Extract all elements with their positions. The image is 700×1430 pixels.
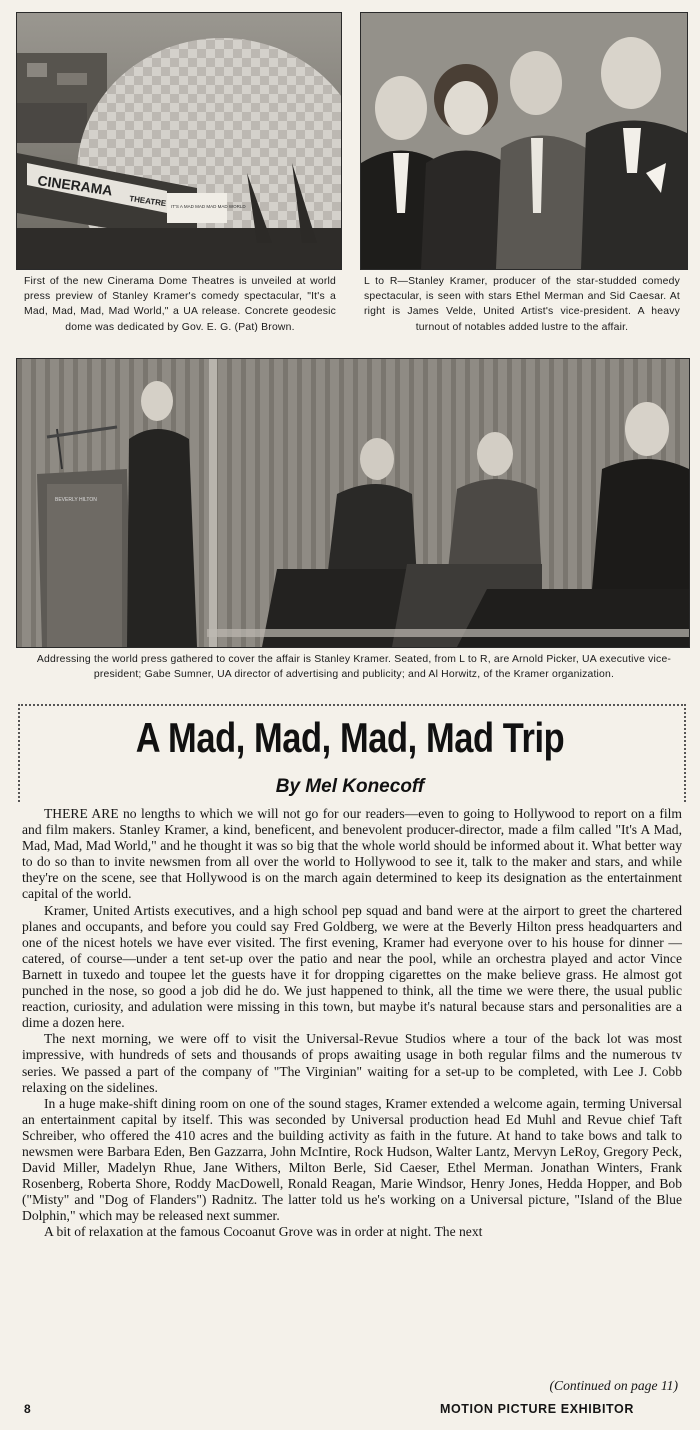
page-number: 8 [24,1402,31,1416]
group-photo-caption: L to R—Stanley Kramer, producer of the star-studded comedy spectacular, is seen with stars Ethel Merman and Sid Caesar. At right is James Velde, United Artist's vice-president. A heavy turnout of notables added lustre to the affair. [364,276,680,333]
article-title: A Mad, Mad, Mad, Mad Trip [135,714,565,761]
article-paragraph: Kramer, United Artists executives, and a high school pep squad and band were at the airport to greet the chartered planes and occupants, and before you could say Fred Goldberg, we were at the Beverly Hilton press headquarters and one of the nicest hotels we have ever visited. The first evening, Kramer had everyone over to his house for dinner —catered, of course—under a tent set-up over the patio and near the pool, while an orchestra played and actor Vince Barnett in tuxedo and toupee let the guests have it for dropping cigarettes on the make believe grass. He almost got punched in the nose, so good a job did he do. We just happened to think, all the time we were there, the usual public reaction, curiosity, and adulation were missing in this town, but maybe it's natural because stars and personalities are a dime a dozen here. [22,902,682,1031]
press-conference-photo [16,358,690,648]
press-photo-caption: Addressing the world press gathered to cover the affair is Stanley Kramer. Seated, from L to R, are Arnold Picker, UA executive vice-president; Gabe Sumner, UA director of advertising and publicity; and Al Horwitz, of the Kramer organization. [36,654,672,681]
dome-theatre-photo [16,12,342,270]
article-paragraph: The next morning, we were off to visit the Universal-Revue Studios where a tour of the back lot was most impressive, with hundreds of sets and thousands of props awaiting usage in both regular films and the numerous tv series. We passed a part of the company of "The Virginian" waiting for a set-up to be completed, with Lee J. Cobb relaxing on the sidelines. [22,1031,682,1095]
article-paragraph: In a huge make-shift dining room on one of the sound stages, Kramer extended a welcome again, terming Universal an entertainment capital by itself. This was seconded by Universal production head Ed Muhl and Revue chief Taft Schreiber, who offered the 410 acres and the building activity as faith in the future. At hand to take bows and talk to newsmen were Barbara Eden, Ben Gazzarra, John McIntire, Rock Hudson, Walter Lantz, Mervyn LeRoy, Gregory Peck, David Miller, Madelyn Rhue, Jane Withers, Milton Berle, Sid Caeser, Ethel Merman. Jonathan Winters, Frank Rosenberg, Roberta Shore, Roddy MacDowell, Ronald Reagan, Marie Windsor, Henry Jones, Hedda Hopper, and Bob ("Misty" and "Dog of Flanders") Radnitz. The latter told us he's working on a Universal picture, "Island of the Blue Dolphin," which may be released next summer. [22,1095,682,1224]
theatre-sign: THEATRE [128,194,167,209]
article-paragraph: A bit of relaxation at the famous Cocoanut Grove was in order at night. The next [44,1224,483,1240]
article-paragraph: THERE ARE no lengths to which we will not go for our readers—even to going to Hollywood to report on a film and film makers. Stanley Kramer, a kind, beneficent, and benevolent producer-director, made a film called "It's A Mad, Mad, Mad, Mad World," and he thought it was so big that the whole world should be informed about it. What better way to do so than to invite newsmen from all over the world to Hollywood to see it, talk to the maker and stars, and while they're on the scene, see that Hollywood is on the march again determined to keep its designation as the entertainment capital of the world. [22,806,682,902]
dome-photo-caption: First of the new Cinerama Dome Theatres is unveiled at world press preview of Stanley Kramer's comedy spectacular, "It's a Mad, Mad, Mad, Mad World," a UA release. Concrete geodesic dome was dedicated by Gov. E. G. (Pat) Brown. [24,276,336,333]
article-body [22,806,682,1241]
article-byline: By Mel Konecoff [275,776,425,797]
continued-note: (Continued on page 11) [549,1378,678,1393]
group-portrait-photo [360,12,688,270]
podium-label: BEVERLY HILTON [55,497,97,503]
marquee-text: IT'S A MAD MAD MAD MAD WORLD [171,204,246,209]
cinerama-sign: CINERAMA [36,172,114,199]
magazine-name: MOTION PICTURE EXHIBITOR [439,1402,634,1416]
